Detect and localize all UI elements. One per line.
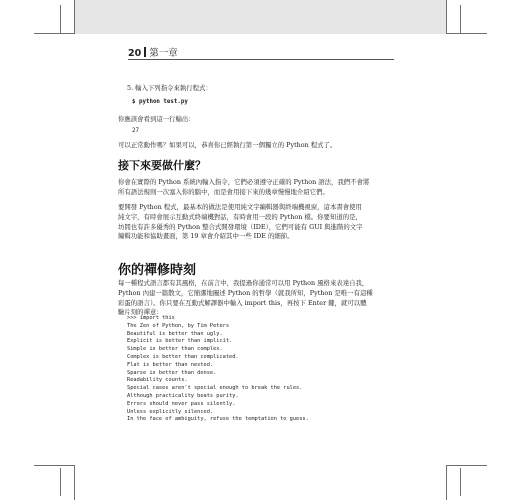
section-heading-zen: 你的禪修時刻 xyxy=(118,263,197,278)
paragraph-line: 編輯功能和協助畫面，第 19 章會介紹其中一些 IDE 的細節。 xyxy=(118,232,294,241)
crop-mark xyxy=(447,33,487,34)
crop-mark xyxy=(60,5,61,33)
crop-mark xyxy=(446,465,447,500)
code-line: Unless explicitly silenced. xyxy=(127,408,214,415)
crop-mark xyxy=(460,5,461,33)
next-paragraph-2 xyxy=(118,203,363,242)
run-command: $ python test.py xyxy=(132,99,188,105)
header-separator xyxy=(144,47,146,57)
paragraph-line: Python 內建一篇散文，它簡潔地闡述 Python 的哲學（就我所知，Python 是唯一有這種 xyxy=(118,288,373,297)
header-rule xyxy=(128,59,394,60)
zen-code-block xyxy=(127,315,391,424)
output-intro: 你應該會看到這一行輸出： xyxy=(118,115,195,123)
crop-mark xyxy=(74,465,75,500)
code-line: Complex is better than complicated. xyxy=(127,353,239,360)
program-output: 27 xyxy=(132,128,139,134)
code-line: Beautiful is better than ugly. xyxy=(127,330,223,337)
step-instruction: 5. 輸入下列指令來執行程式： xyxy=(127,84,212,92)
crop-mark xyxy=(34,465,74,466)
code-line: Flat is better than nested. xyxy=(127,361,214,368)
congrats-paragraph: 可以正常動作嗎？如果可以，恭喜你已經執行第一個獨立的 Python 程式了。 xyxy=(118,141,337,149)
code-line: The Zen of Python, by Tim Peters xyxy=(127,322,230,329)
code-line: Simple is better than complex. xyxy=(127,346,223,353)
paragraph-line: 每一種程式語言都有其風格，在前言中，我提過你通常可以用 Python 風格來表達自我， xyxy=(118,279,369,287)
paragraph-line: 要開發 Python 程式，最基本的做法是使用純文字編輯器與終端機視窗，這本書會使用 xyxy=(118,203,362,211)
crop-mark xyxy=(447,465,487,466)
crop-mark xyxy=(446,0,447,34)
paragraph-line: 彩蛋的語言）。你只要在互動式解譯器中輸入 import this，再按下 Enter 鍵，就可以體 xyxy=(118,298,367,307)
paragraph-line: 驗片刻的禪意： xyxy=(118,308,163,317)
paragraph-line: 所有語法規則一次塞入你的腦中，而是會用接下來的幾章慢慢地介紹它們。 xyxy=(118,187,329,196)
code-line: Special cases aren't special enough to break the rules. xyxy=(127,385,303,392)
top-gray-band xyxy=(74,0,447,34)
code-line: Errors should never pass silently. xyxy=(127,400,236,407)
crop-mark xyxy=(60,468,61,496)
code-line: Readability counts. xyxy=(127,377,188,384)
paragraph-line: 純文字，有時會展示互動式終端機對話，有時會用一段的 Python 檔。你要知道的是， xyxy=(118,212,362,221)
chapter-title: 第一章 xyxy=(149,48,178,59)
next-paragraph-1 xyxy=(118,178,369,198)
crop-mark xyxy=(34,33,74,34)
section-heading-next: 接下來要做什麼？ xyxy=(118,159,206,172)
paragraph-line: 你會在實際的 Python 系統內輸入指令，它們必須遵守正確的 Python 語法，我們不會將 xyxy=(118,178,370,186)
zen-paragraph xyxy=(118,279,373,318)
code-line: Sparse is better than dense. xyxy=(127,369,217,376)
page-number: 20 xyxy=(128,48,142,59)
crop-mark xyxy=(460,468,461,496)
code-line: In the face of ambiguity, refuse the temptation to guess. xyxy=(127,416,309,423)
paragraph-line: 坊間也有許多優秀的 Python 整合式開發環境（IDE），它們可能有 GUI 與進階的文字 xyxy=(118,222,363,231)
crop-mark xyxy=(74,0,75,34)
code-line: Although practicality beats purity. xyxy=(127,392,239,399)
code-line: Explicit is better than implicit. xyxy=(127,338,233,345)
running-header xyxy=(128,45,178,59)
code-line: >>> import this xyxy=(127,315,175,321)
